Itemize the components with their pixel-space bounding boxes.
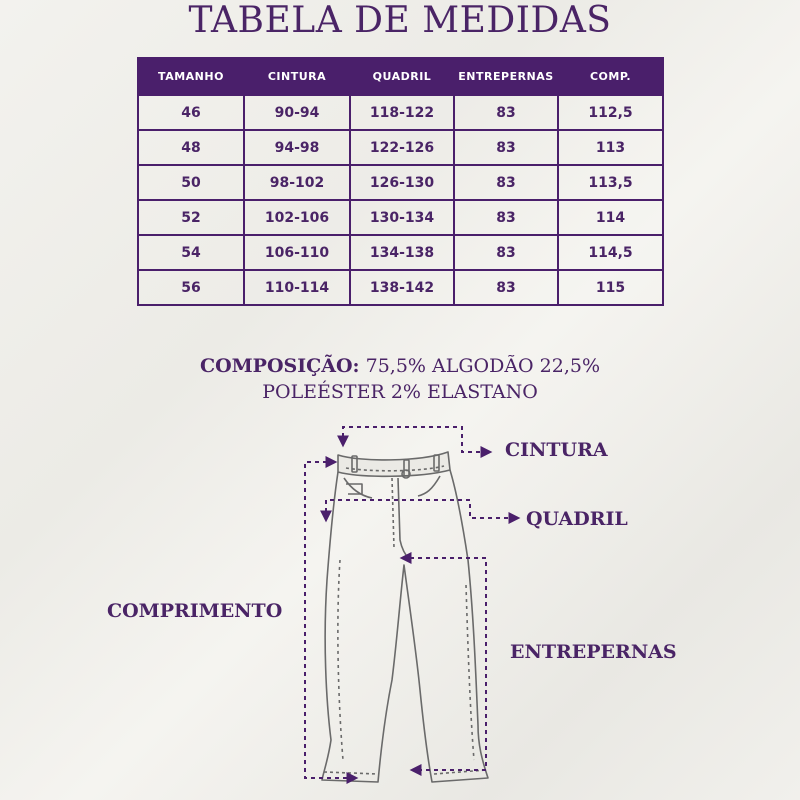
callout-quadril: QUADRIL: [526, 508, 628, 530]
cell-waist: 106-110: [244, 235, 350, 270]
cell-length: 113: [558, 130, 663, 165]
cell-length: 112,5: [558, 95, 663, 130]
cell-inseam: 83: [454, 235, 558, 270]
cell-waist: 90-94: [244, 95, 350, 130]
cell-length: 115: [558, 270, 663, 305]
cell-size: 48: [138, 130, 244, 165]
header-comp: COMP.: [558, 58, 663, 95]
cell-inseam: 83: [454, 270, 558, 305]
cell-inseam: 83: [454, 95, 558, 130]
header-entrepernas: ENTREPERNAS: [454, 58, 558, 95]
cell-hip: 126-130: [350, 165, 454, 200]
cell-waist: 110-114: [244, 270, 350, 305]
cell-hip: 130-134: [350, 200, 454, 235]
cell-size: 46: [138, 95, 244, 130]
cell-hip: 122-126: [350, 130, 454, 165]
cell-inseam: 83: [454, 200, 558, 235]
cell-length: 113,5: [558, 165, 663, 200]
callout-entrepernas: ENTREPERNAS: [510, 641, 677, 663]
cell-inseam: 83: [454, 165, 558, 200]
header-tamanho: TAMANHO: [138, 58, 244, 95]
cell-hip: 138-142: [350, 270, 454, 305]
header-quadril: QUADRIL: [350, 58, 454, 95]
cell-hip: 118-122: [350, 95, 454, 130]
cell-size: 56: [138, 270, 244, 305]
composition-label: COMPOSIÇÃO:: [199, 355, 360, 377]
cell-hip: 134-138: [350, 235, 454, 270]
callout-cintura: CINTURA: [505, 439, 608, 461]
cell-inseam: 83: [454, 130, 558, 165]
cell-waist: 102-106: [244, 200, 350, 235]
cell-size: 54: [138, 235, 244, 270]
pants-illustration: [322, 452, 488, 782]
cell-size: 52: [138, 200, 244, 235]
cell-length: 114: [558, 200, 663, 235]
cell-size: 50: [138, 165, 244, 200]
composition-value-1: 75,5% ALGODÃO 22,5%: [365, 355, 601, 377]
cell-length: 114,5: [558, 235, 663, 270]
page-title: TABELA DE MEDIDAS: [188, 0, 612, 41]
header-cintura: CINTURA: [244, 58, 350, 95]
cell-waist: 98-102: [244, 165, 350, 200]
cell-waist: 94-98: [244, 130, 350, 165]
callout-comprimento: COMPRIMENTO: [107, 600, 283, 622]
composition-value-2: POLEÉSTER 2% ELASTANO: [262, 381, 538, 403]
